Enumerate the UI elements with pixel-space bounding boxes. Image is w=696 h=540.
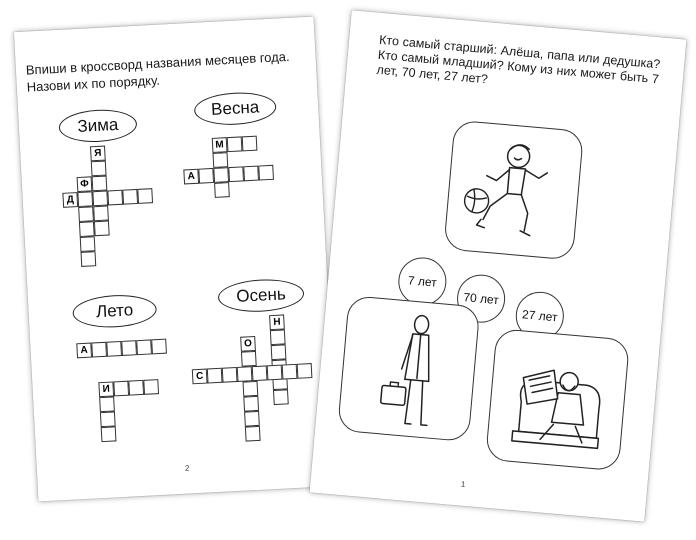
picture-grandfather-box [485, 328, 630, 471]
crossword-cell[interactable] [228, 166, 244, 182]
crossword-cell[interactable] [212, 152, 228, 168]
instruction-line-2: Назови их по порядку. [26, 72, 161, 95]
crossword-cell[interactable] [258, 165, 274, 181]
crossword-cell[interactable]: Я [90, 146, 106, 162]
crossword-cell[interactable] [243, 396, 259, 412]
crossword-cell[interactable]: С [192, 369, 208, 385]
crossword-cell[interactable] [80, 236, 96, 252]
crossword-cell[interactable] [245, 426, 261, 442]
crossword-cell[interactable] [214, 182, 230, 198]
crossword-cell[interactable]: Д [62, 192, 78, 208]
crossword-cell[interactable] [122, 189, 138, 205]
crossword-cell[interactable] [244, 411, 260, 427]
picture-boy-box [443, 120, 584, 261]
crossword-cell[interactable] [79, 221, 95, 237]
crossword-cell[interactable] [273, 389, 289, 405]
crossword-cell[interactable] [106, 341, 122, 357]
crossword-cell[interactable] [128, 380, 144, 396]
crossword-cell[interactable] [121, 340, 137, 356]
left-page [14, 16, 338, 501]
season-oval-summer: Лето [72, 293, 158, 329]
boy-with-ball-icon [444, 121, 583, 260]
crossword-cell[interactable]: А [183, 169, 199, 185]
crossword-cell[interactable] [222, 367, 238, 383]
age-circle-27: 27 лет [514, 290, 566, 342]
crossword-cell[interactable] [213, 167, 229, 183]
crossword-cell[interactable] [94, 220, 110, 236]
crossword-cell[interactable] [107, 190, 123, 206]
crossword-cell[interactable] [93, 205, 109, 221]
crossword-cell[interactable] [198, 168, 214, 184]
season-oval-spring: Весна [193, 91, 277, 127]
crossword-cell[interactable] [270, 329, 286, 345]
crossword-cell[interactable] [242, 136, 258, 152]
question-text: Кто самый старший: Алёша, папа или дедушка? Кто самый младший? Кому из них может быть 7 лет, 70 лет, 27 лет? [376, 32, 661, 87]
crossword-cell[interactable] [237, 366, 253, 382]
season-oval-autumn: Осень [217, 277, 305, 313]
crossword-cell[interactable]: М [212, 137, 228, 153]
crossword-cell[interactable] [91, 342, 107, 358]
crossword-cell[interactable] [243, 166, 259, 182]
crossword-cell[interactable] [81, 251, 97, 267]
instruction-line-1: Впиши в кроссворд названия месяцев года. [25, 48, 290, 78]
crossword-cell[interactable] [227, 136, 243, 152]
crossword-cell[interactable] [243, 381, 259, 397]
season-oval-winter: Зима [58, 108, 138, 144]
page-number: 2 [184, 463, 190, 473]
crossword-cell[interactable]: Н [269, 314, 285, 330]
page-number: 1 [460, 479, 466, 489]
crossword-cell[interactable] [78, 206, 94, 222]
age-circle-70: 70 лет [455, 273, 507, 325]
instruction-text [25, 47, 306, 96]
crossword-cell[interactable] [241, 351, 257, 367]
crossword-cell[interactable] [101, 426, 117, 442]
crossword-cell[interactable] [252, 365, 268, 381]
crossword-cell[interactable] [143, 379, 159, 395]
crossword-cell[interactable] [92, 191, 108, 207]
crossword-cell[interactable]: А [76, 343, 92, 359]
crossword-cell[interactable] [77, 191, 93, 207]
crossword-cell[interactable] [113, 381, 129, 397]
crossword-cell[interactable] [207, 368, 223, 384]
crossword-cell[interactable] [100, 411, 116, 427]
crossword-cell[interactable]: И [98, 381, 114, 397]
crossword-cell[interactable] [267, 365, 283, 381]
crossword-cell[interactable] [271, 344, 287, 360]
crossword-cell[interactable] [151, 339, 167, 355]
age-circle-7: 7 лет [396, 255, 448, 307]
right-page [310, 10, 687, 521]
crossword-cell[interactable] [91, 161, 107, 177]
grandfather-reading-icon [486, 329, 629, 470]
crossword-cell[interactable] [136, 339, 152, 355]
crossword-cell[interactable] [282, 364, 298, 380]
crossword-cell[interactable] [137, 188, 153, 204]
man-with-briefcase-icon [338, 296, 479, 441]
crossword-cell[interactable] [297, 363, 313, 379]
crossword-cell[interactable]: О [240, 336, 256, 352]
picture-man-box [337, 295, 480, 442]
crossword-cell[interactable] [99, 396, 115, 412]
crossword-cell[interactable]: Ф [77, 176, 93, 192]
crossword-cell[interactable] [92, 176, 108, 192]
